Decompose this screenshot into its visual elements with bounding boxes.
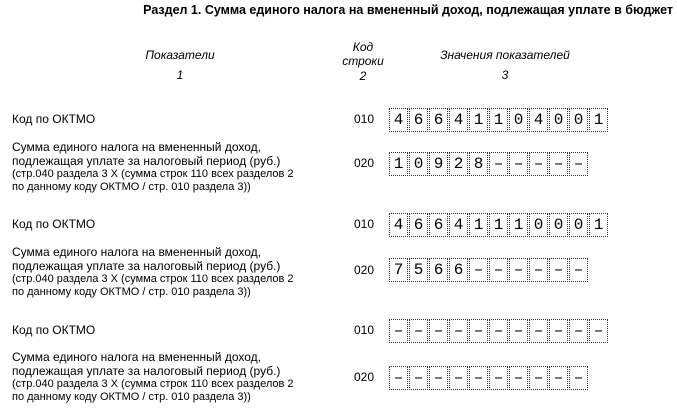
- oktmo-cells[interactable]: [389, 319, 609, 343]
- tax-amount-label: [12, 140, 294, 193]
- char-cell[interactable]: 4: [389, 213, 408, 237]
- char-cell[interactable]: 4: [449, 213, 468, 237]
- char-cell[interactable]: –: [469, 258, 488, 282]
- char-cell[interactable]: –: [569, 319, 588, 343]
- oktmo-label: Код по ОКТМО: [12, 323, 96, 337]
- char-cell[interactable]: –: [549, 319, 568, 343]
- char-cell[interactable]: 1: [589, 108, 608, 132]
- char-cell[interactable]: 4: [449, 108, 468, 132]
- char-cell[interactable]: 6: [409, 213, 428, 237]
- char-cell[interactable]: 1: [489, 213, 508, 237]
- char-cell[interactable]: –: [569, 258, 588, 282]
- tax-amount-cells[interactable]: [389, 152, 589, 176]
- char-cell[interactable]: –: [429, 319, 448, 343]
- char-cell[interactable]: –: [529, 258, 548, 282]
- tax-amount-label-line1: Сумма единого налога на вмененный доход,: [12, 140, 261, 154]
- char-cell[interactable]: 0: [529, 213, 548, 237]
- char-cell[interactable]: –: [509, 258, 528, 282]
- tax-amount-note-line2: по данному коду ОКТМО / стр. 010 раздела 3)): [12, 390, 251, 403]
- char-cell[interactable]: 7: [389, 258, 408, 282]
- char-cell[interactable]: –: [469, 319, 488, 343]
- oktmo-cells[interactable]: [389, 108, 609, 132]
- char-cell[interactable]: 2: [449, 152, 468, 176]
- line-code: 020: [353, 263, 375, 277]
- tax-amount-label-line2: подлежащая уплате за налоговый период (руб.): [12, 154, 281, 168]
- char-cell[interactable]: –: [549, 366, 568, 390]
- char-cell[interactable]: 1: [489, 108, 508, 132]
- char-cell[interactable]: –: [389, 319, 408, 343]
- column-header-code-line2: строки: [342, 54, 384, 68]
- tax-amount-label-line1: Сумма единого налога на вмененный доход,: [12, 350, 261, 364]
- char-cell[interactable]: 6: [449, 258, 468, 282]
- char-cell[interactable]: –: [389, 366, 408, 390]
- line-code: 020: [353, 370, 375, 384]
- section-title: Раздел 1. Сумма единого налога на вмененный доход, подлежащая уплате в бюджет: [143, 3, 673, 17]
- char-cell[interactable]: –: [489, 366, 508, 390]
- char-cell[interactable]: –: [529, 152, 548, 176]
- char-cell[interactable]: –: [489, 319, 508, 343]
- tax-amount-label-line2: подлежащая уплате за налоговый период (руб.): [12, 259, 281, 273]
- char-cell[interactable]: 0: [549, 108, 568, 132]
- column-header-indicators: Показатели: [145, 48, 215, 62]
- char-cell[interactable]: –: [509, 366, 528, 390]
- line-code: 020: [353, 156, 375, 170]
- char-cell[interactable]: 9: [429, 152, 448, 176]
- char-cell[interactable]: 5: [409, 258, 428, 282]
- char-cell[interactable]: –: [449, 366, 468, 390]
- tax-amount-note-line1: (стр.040 раздела 3 Х (сумма строк 110 всех разделов 2: [12, 168, 294, 180]
- char-cell[interactable]: –: [589, 319, 608, 343]
- line-code: 010: [353, 323, 375, 337]
- char-cell[interactable]: –: [409, 319, 428, 343]
- column-header-values-num: 3: [501, 68, 509, 82]
- char-cell[interactable]: –: [409, 366, 428, 390]
- oktmo-label: Код по ОКТМО: [12, 112, 96, 126]
- char-cell[interactable]: –: [509, 152, 528, 176]
- char-cell[interactable]: 6: [429, 213, 448, 237]
- char-cell[interactable]: 6: [429, 108, 448, 132]
- char-cell[interactable]: –: [489, 258, 508, 282]
- char-cell[interactable]: 6: [409, 108, 428, 132]
- tax-amount-note-line1: (стр.040 раздела 3 Х (сумма строк 110 всех разделов 2: [12, 273, 294, 285]
- char-cell[interactable]: 4: [529, 108, 548, 132]
- tax-amount-note-line2: по данному коду ОКТМО / стр. 010 раздела 3)): [12, 180, 251, 193]
- char-cell[interactable]: 1: [469, 108, 488, 132]
- column-header-values: Значения показателей: [440, 48, 570, 62]
- tax-amount-cells[interactable]: [389, 258, 589, 282]
- column-header-indicators-num: 1: [176, 68, 184, 82]
- char-cell[interactable]: –: [549, 152, 568, 176]
- char-cell[interactable]: 1: [469, 213, 488, 237]
- char-cell[interactable]: –: [529, 319, 548, 343]
- char-cell[interactable]: –: [429, 366, 448, 390]
- char-cell[interactable]: –: [569, 366, 588, 390]
- char-cell[interactable]: 0: [509, 108, 528, 132]
- tax-amount-note-line1: (стр.040 раздела 3 Х (сумма строк 110 всех разделов 2: [12, 378, 294, 390]
- oktmo-cells[interactable]: [389, 213, 609, 237]
- tax-amount-label: [12, 245, 294, 298]
- char-cell[interactable]: 4: [389, 108, 408, 132]
- tax-amount-label-line2: подлежащая уплате за налоговый период (руб.): [12, 364, 281, 378]
- char-cell[interactable]: 1: [389, 152, 408, 176]
- char-cell[interactable]: 0: [569, 213, 588, 237]
- line-code: 010: [353, 112, 375, 126]
- column-header-code-line1: Код: [352, 40, 374, 54]
- column-header-code-num: 2: [359, 69, 367, 83]
- line-code: 010: [353, 217, 375, 231]
- char-cell[interactable]: –: [489, 152, 508, 176]
- char-cell[interactable]: –: [509, 319, 528, 343]
- char-cell[interactable]: –: [469, 366, 488, 390]
- tax-amount-note-line2: по данному коду ОКТМО / стр. 010 раздела 3)): [12, 285, 251, 298]
- char-cell[interactable]: –: [569, 152, 588, 176]
- tax-amount-label: [12, 350, 294, 403]
- char-cell[interactable]: –: [529, 366, 548, 390]
- char-cell[interactable]: 1: [589, 213, 608, 237]
- tax-amount-cells[interactable]: [389, 366, 589, 390]
- char-cell[interactable]: 1: [509, 213, 528, 237]
- char-cell[interactable]: –: [549, 258, 568, 282]
- char-cell[interactable]: 0: [569, 108, 588, 132]
- char-cell[interactable]: 8: [469, 152, 488, 176]
- char-cell[interactable]: 6: [429, 258, 448, 282]
- oktmo-label: Код по ОКТМО: [12, 217, 96, 231]
- char-cell[interactable]: 0: [549, 213, 568, 237]
- char-cell[interactable]: 0: [409, 152, 428, 176]
- char-cell[interactable]: –: [449, 319, 468, 343]
- tax-amount-label-line1: Сумма единого налога на вмененный доход,: [12, 245, 261, 259]
